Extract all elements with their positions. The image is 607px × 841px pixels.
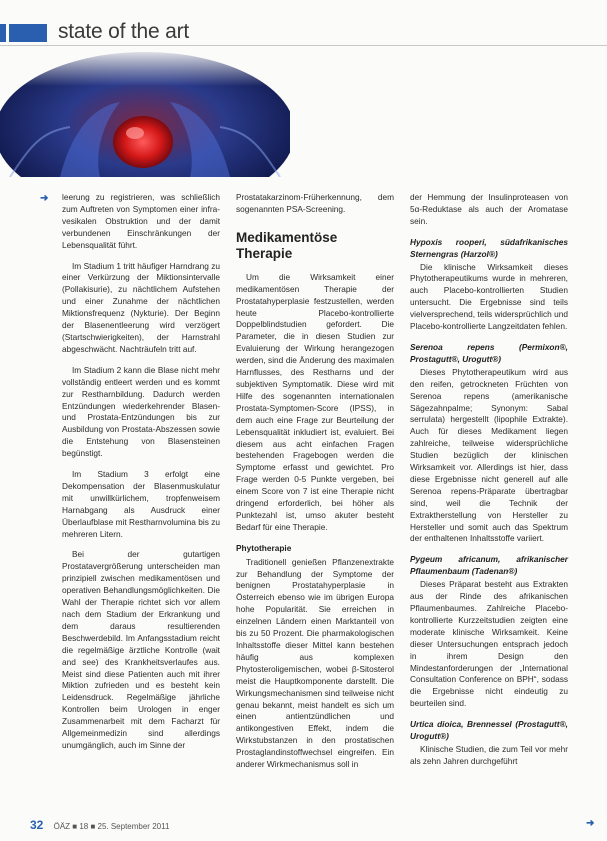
paragraph: Bei der gutartigen Prostatavergrößerung unterscheiden man prinzipiell zwischen medikamentösen und operativen Behandlungsmöglichkeiten. Die Wahl der Therapie richtet sich vor allem nach dem Stadium der Erkrankung und dem daraus resultierenden Beschwerdebild. Im Anfangsstadium reicht die regelmäßige ärztliche Kontrolle (wait and see) des Krankheitsverlaufes aus. Meist sind diese Patienten auch mit ihrer Miktion zufrieden und es besteht kein Leidensdruck. Regelmäßige jährliche Kontrollen beim Urologen in enger Zusammenarbeit mit dem Facharzt für Allgemeinmedizin sind allerdings unumgänglich, auch im Sinne der (62, 549, 220, 750)
page-footer (30, 818, 169, 832)
continuation-arrow-icon: ➜ (40, 193, 49, 204)
drug-heading: Hypoxis rooperi, südafrikanisches Sternengras (Harzol®) (410, 236, 568, 259)
paragraph: Um die Wirksamkeit einer medikamentösen Therapie der Prostatahyperplasie festzustellen, werden heute Placebo-kontrollierte Doppelblindstudien gefordert. Die Parameter, die in diesen Studien zur Evaluierung der Wirkung herangezogen werden, sind die Änderung des maximalen Harnflusses, des Restharns und der subjektiven Symptomatik. Diese wird mit Hilfe des sogenannten internationalen Prostata-Symptomen-Score (IPSS), in dem auch eine Frage zur Beurteilung der Lebensqualität inkludiert ist, evaluiert. Bei diesem aus acht einfachen Fragen bestehenden Fragebogen werden die Symptome erfasst und gewichtet. Pro Frage werden 0-5 Punkte vergeben, bei einem Score von 7 ist eine Therapie nicht dringend erforderlich, bei höher als Punktezahl ist, umso akuter besteht Bedarf für eine Therapie. (236, 271, 394, 532)
drug-heading: Serenoa repens (Permixon®, Prostagutt®, Urogutt®) (410, 341, 568, 364)
column-3 (410, 192, 568, 777)
subsection-heading: Phytotherapie (236, 542, 292, 553)
paragraph: Dieses Präparat besteht aus Extrakten aus der Rinde des afrikanischen Pflaumenbaumes. Zahlreiche Placebo-kontrollierte Kurzzeitstudien zeigten eine moderate klinische Wirksamkeit. Keine dieser Untersuchungen entsprach jedoch in ihrem Design den Mindestanforderungen der „International Consultation Conference on BPH“, sodass die Ergebnisse nicht eindeutig zu beurteilen sind. (410, 579, 568, 709)
header-accent-bar (0, 24, 6, 42)
page-header (0, 18, 607, 46)
issue-info: ÖÄZ ■ 18 ■ 25. September 2011 (53, 822, 170, 831)
column-1 (62, 192, 220, 761)
paragraph: Im Stadium 3 erfolgt eine Dekompensation der Blasenmuskulatur mit unwillkürlichem, tropfenweisem Harnabgang als Ausdruck einer Überlaufblase mit Restharnvolumina bis zu mehreren Litern. (62, 469, 220, 539)
section-heading: Medikamentöse Therapie (236, 229, 338, 261)
drug-heading: Urtica dioica, Brennessel (Prostagutt®, Urogutt®) (410, 719, 568, 742)
continuation-arrow-icon: ➜ (586, 818, 595, 829)
paragraph: Traditionell genießen Pflanzenextrakte zur Behandlung der Symptome der benignen Prostatahyperplasie in Österreich ebenso wie im übrigen Europa hohe Popularität. Sie erreichen in einzelnen Ländern einen Marktanteil von bis zu 50 Prozent. Die pharmakologischen Inhaltsstoffe dieser Mittel kann bestehen häufig aus komplexen Phytosteroligemischen, wobei β-Sitosterol meist die Hauptkomponente darstellt. Die Wirkungsmechanismen sind teilweise nicht genau bekannt, meist handelt es sich um einen antientzündlichen und antikongestiven Effekt, indem die Wirkstubstanzen in den prostatischen Prostaglandinstoffwechsel eingreifen. Ein anderer Wirkmechanismus soll in (236, 556, 394, 770)
page-number: 32 (30, 818, 44, 832)
medical-image (0, 47, 290, 177)
paragraph: der Hemmung der Insulinproteasen von 5α-Reduktase als auch der Aromatase sein. (410, 192, 568, 226)
drug-heading: Pygeum africanum, afrikanischer Pflaumenbaum (Tadenan®) (410, 554, 568, 577)
paragraph: Dieses Phytotherapeutikum wird aus den reifen, getrockneten Früchten von Serenoa repens (amerikanische Sägezahnpalme; Synonym: Sabal serrulata) hergestellt (lipophile Extrakte). Auch für dieses Medikament liegen zahlreiche, teilweise widersprüchliche Studien bezüglich der klinischen Wirksamkeit vor. Allerdings ist hier, dass diese Ergebnisse nicht generell auf alle Serenoa repens-Präparate übertragbar sind, weil die Technik der Extraktherstellung von Hersteller zu Hersteller und somit auch das Spektrum der enthaltenen Inhaltsstoffe variiert. (410, 366, 568, 544)
paragraph: Prostatakarzinom-Früherkennung, dem sogenannten PSA-Screening. (236, 192, 394, 214)
paragraph: Im Stadium 2 kann die Blase nicht mehr vollständig entleert werden und es kommt zur Restharnbildung. Dadurch werden Entzündungen wiederkehrender Blasen- und Prostata-Entzündungen bis zur Ausbildung von Prostata-Abszessen sowie die Entstehung von Blasensteinen begünstigt. (62, 364, 220, 459)
header-accent-block (9, 24, 47, 42)
header-rule (0, 45, 607, 46)
paragraph: leerung zu registrieren, was schließlich zum Auftreten von Symptomen einer infra-vesikalen Obstruktion und der damit verbundenen Einschränkungen der Lebensqualität führt. (62, 192, 220, 250)
paragraph: Die klinische Wirksamkeit dieses Phytotherapeutikums wurde in mehreren, auch Placebo-kontrollierten Studien untersucht. Die Ergebnisse sind teils vielversprechend, teils widersprüchlich und Placebo-kontrollierte Langzeitdaten fehlen. (410, 261, 568, 332)
section-title: state of the art (58, 20, 190, 43)
column-2 (236, 192, 394, 780)
paragraph: Im Stadium 1 tritt häufiger Harndrang zu einer Verkürzung der Miktionsintervalle (Pollakisurie), zu nächtlichem Aufstehen und einer Zunahme der nächtlichen Miktionsfrequenz (Nykturie). Der Beginn der Blasenentleerung wird verzögert (Startschwierigkeiten), der Harnstrahl abgeschwächt. Nachträufeln tritt auf. (62, 260, 220, 354)
paragraph: Klinische Studien, die zum Teil vor mehr als zehn Jahren durchgeführt (410, 743, 568, 766)
